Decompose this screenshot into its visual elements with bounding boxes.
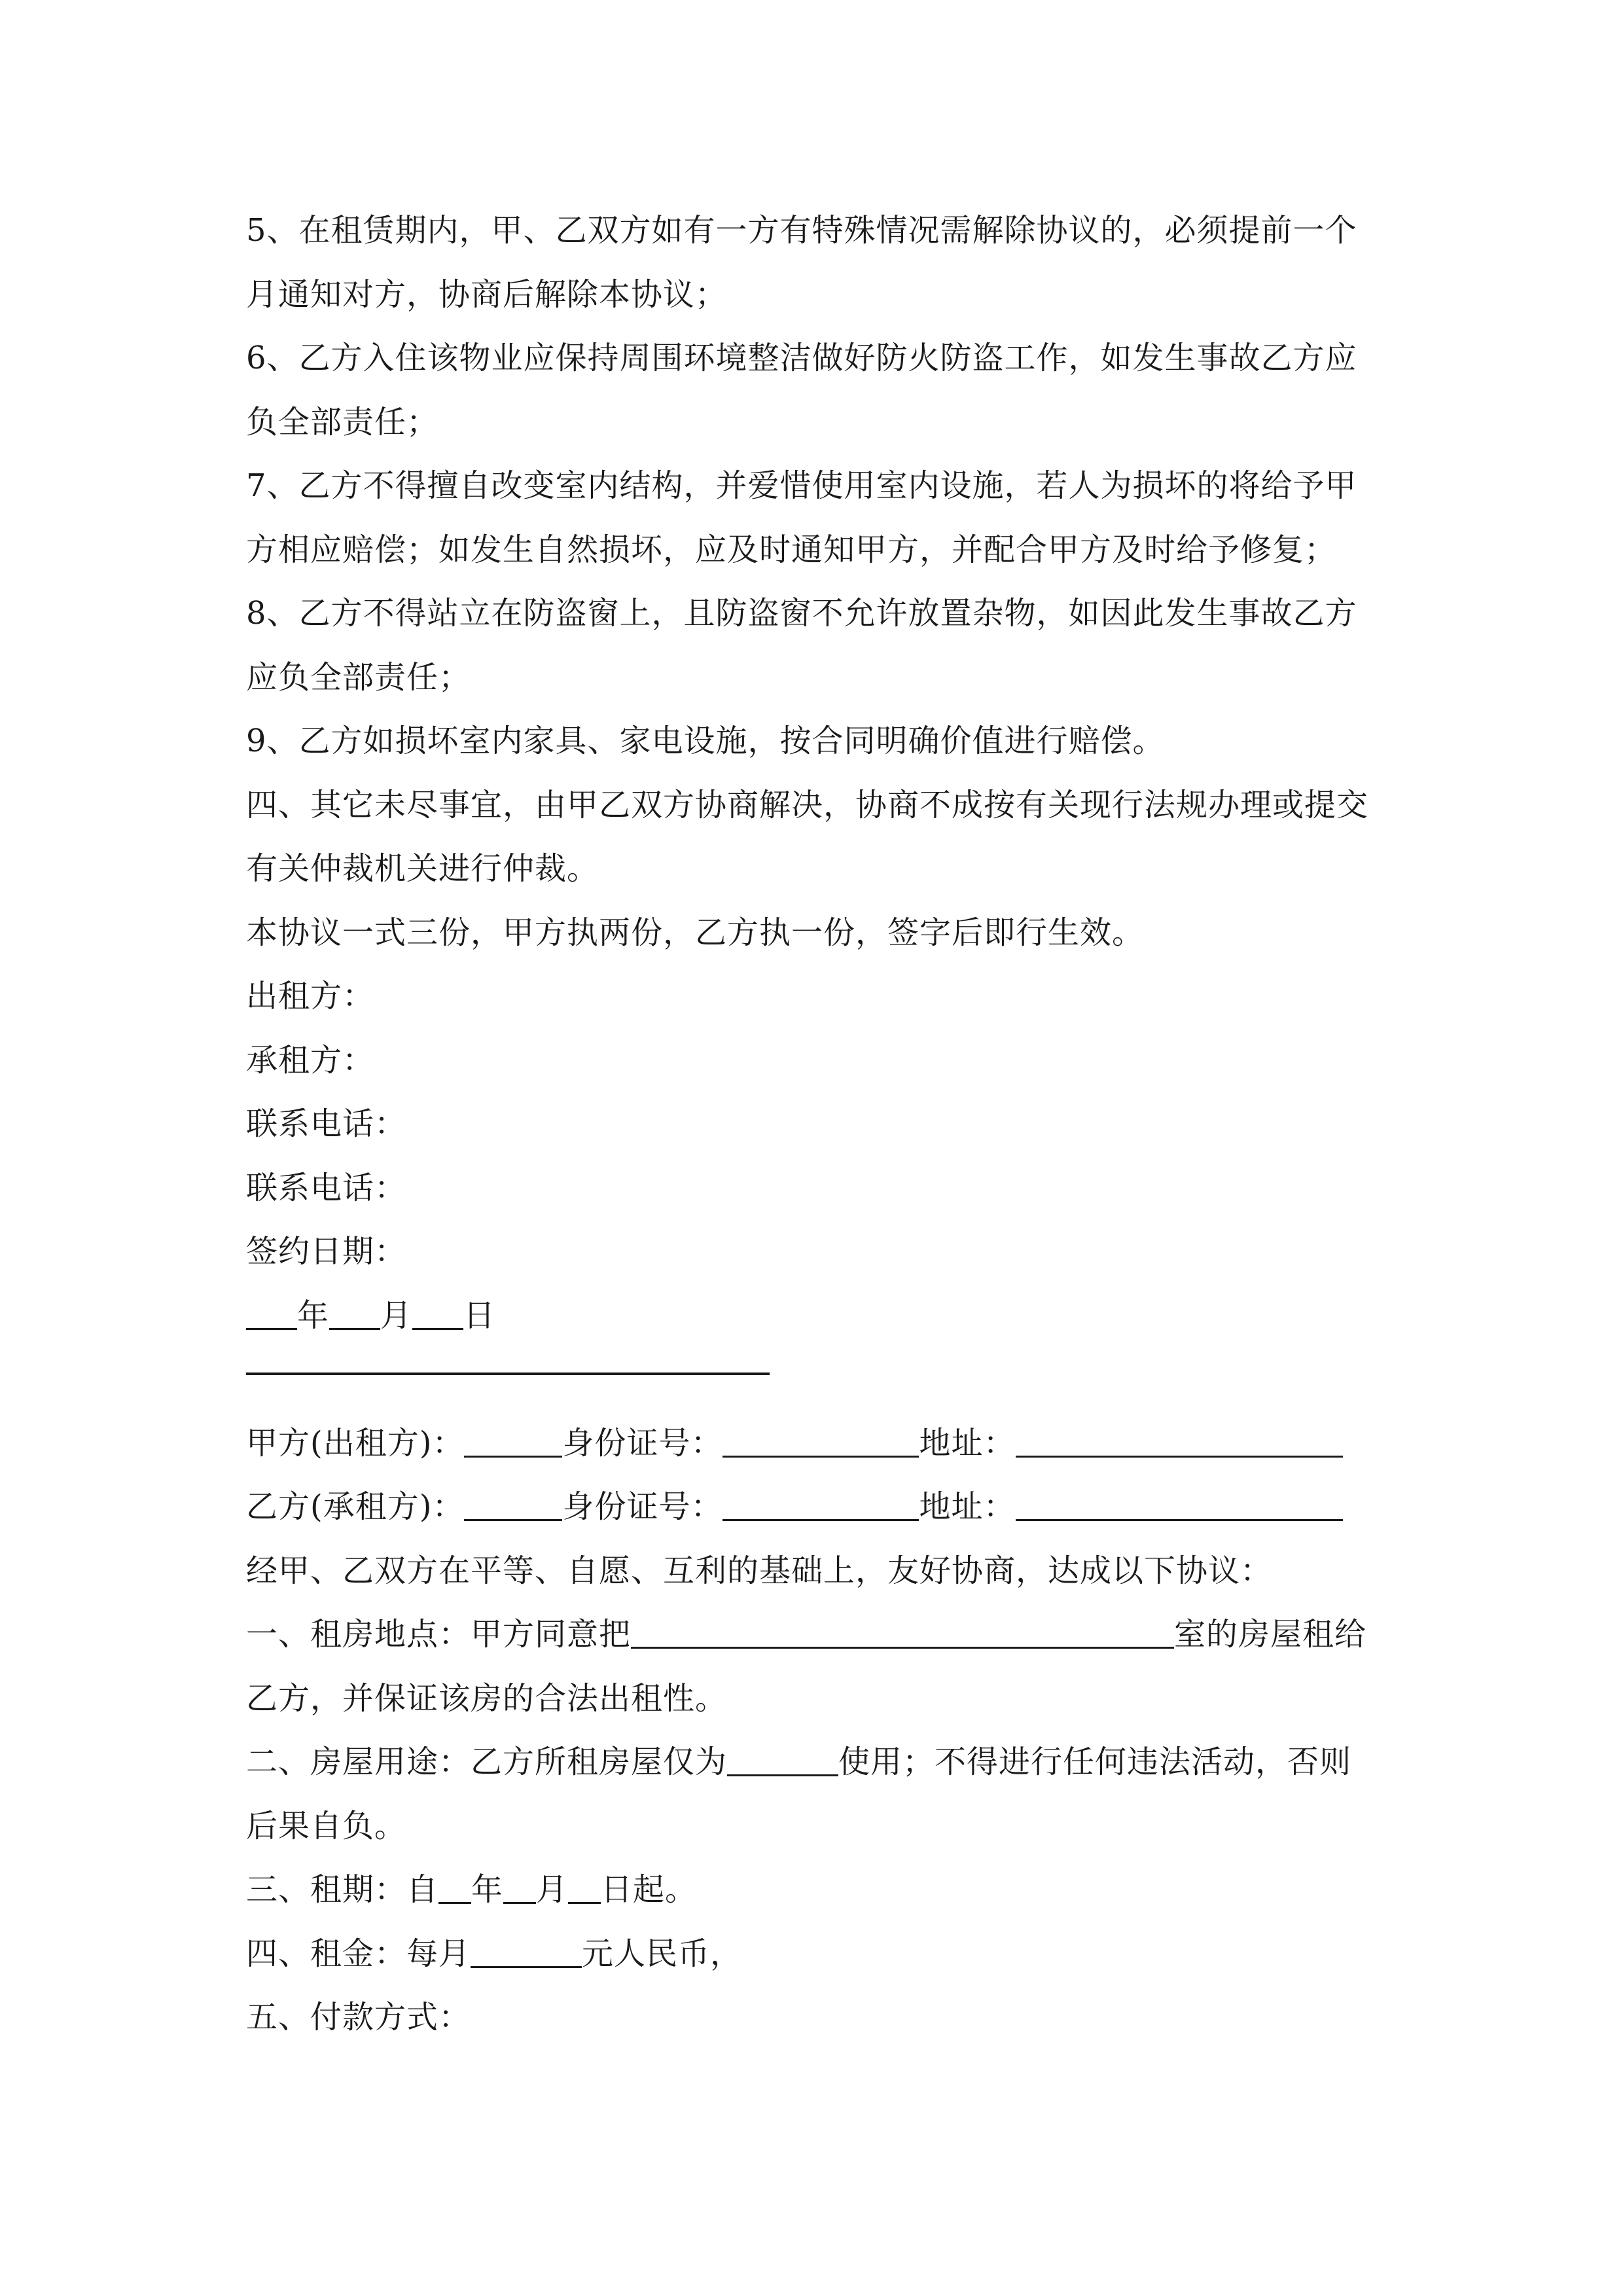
- separator-row: [246, 1348, 1378, 1412]
- clause-four-prefix: 四、租金：每月: [246, 1935, 471, 1972]
- month-blank[interactable]: [329, 1294, 380, 1330]
- party-a-row: [246, 1412, 1378, 1476]
- year-label: 年: [297, 1297, 330, 1334]
- lease-year-blank[interactable]: [438, 1868, 471, 1904]
- usage-blank[interactable]: [727, 1740, 838, 1776]
- copies-statement: 本协议一式三份，甲方执两份，乙方执一份，签字后即行生效。: [246, 914, 1145, 951]
- clause-one-line-2: 乙方，并保证该房的合法出租性。: [246, 1679, 728, 1717]
- party-b-address-label: 地址：: [919, 1488, 1016, 1525]
- day-label: 日: [463, 1297, 496, 1334]
- party-a-name-blank[interactable]: [464, 1422, 562, 1458]
- lease-day-label: 日起。: [601, 1871, 698, 1908]
- section-separator: [246, 1372, 770, 1375]
- phone-label-2: 联系电话：: [246, 1169, 407, 1206]
- lease-day-blank[interactable]: [568, 1868, 601, 1904]
- clause-two-line-1: [246, 1731, 1378, 1795]
- clause-9-line-1: 9、乙方如损坏室内家具、家电设施，按合同明确价值进行赔偿。: [246, 723, 1165, 759]
- clause-two-line-2: 后果自负。: [246, 1807, 407, 1844]
- clause-one-suffix: 室的房屋租给: [1174, 1616, 1367, 1653]
- lease-month-label: 月: [536, 1871, 569, 1908]
- lease-month-blank[interactable]: [503, 1868, 536, 1904]
- sign-date-fields: [246, 1284, 1378, 1348]
- clause-one-prefix: 一、租房地点：甲方同意把: [246, 1616, 632, 1653]
- party-a-address-blank[interactable]: [1016, 1422, 1343, 1458]
- clause-6-line-2: 负全部责任；: [246, 403, 439, 440]
- clause-four-line-1: 四、其它未尽事宜，由甲乙双方协商解决，协商不成按有关现行法规办理或提交: [246, 786, 1369, 823]
- party-b-id-blank[interactable]: [722, 1485, 919, 1521]
- party-a-label: 甲方(出租方)：: [246, 1424, 465, 1462]
- rental-location-blank[interactable]: [631, 1613, 1174, 1649]
- clause-8-line-1: 8、乙方不得站立在防盗窗上，且防盗窗不允许放置杂物，如因此发生事故乙方: [246, 595, 1357, 632]
- party-a-id-label: 身份证号：: [562, 1424, 723, 1462]
- clause-8-line-2: 应负全部责任；: [246, 658, 471, 696]
- lease-year-label: 年: [471, 1871, 504, 1908]
- agreement-intro: 经甲、乙双方在平等、自愿、互利的基础上，友好协商，达成以下协议：: [246, 1552, 1273, 1589]
- phone-label-1: 联系电话：: [246, 1105, 407, 1142]
- clause-two-suffix: 使用；不得进行任何违法活动，否则: [838, 1744, 1352, 1780]
- clause-one-line-1: [246, 1603, 1378, 1667]
- clause-6-line-1: 6、乙方入住该物业应保持周围环境整洁做好防火防盗工作，如发生事故乙方应: [246, 340, 1357, 376]
- month-label: 月: [380, 1297, 413, 1334]
- document-body: [246, 199, 1378, 2050]
- party-b-name-blank[interactable]: [464, 1485, 562, 1521]
- clause-two-prefix: 二、房屋用途：乙方所租房屋仅为: [246, 1744, 728, 1780]
- lessee-label: 承租方：: [246, 1041, 375, 1079]
- clause-four-suffix: 元人民币，: [582, 1935, 743, 1972]
- clause-five-payment-line: 五、付款方式：: [246, 1999, 471, 2036]
- party-b-label: 乙方(承租方)：: [246, 1488, 465, 1525]
- clause-four-line-2: 有关仲裁机关进行仲裁。: [246, 850, 599, 887]
- party-b-id-label: 身份证号：: [562, 1488, 723, 1525]
- clause-5-line-1: 5、在租赁期内，甲、乙双方如有一方有特殊情况需解除协议的，必须提前一个: [246, 212, 1357, 249]
- party-a-address-label: 地址：: [919, 1424, 1016, 1462]
- clause-5-line-2: 月通知对方，协商后解除本协议；: [246, 276, 728, 313]
- sign-date-label: 签约日期：: [246, 1233, 407, 1270]
- clause-7-line-2: 方相应赔偿；如发生自然损坏，应及时通知甲方，并配合甲方及时给予修复；: [246, 531, 1337, 568]
- party-b-row: [246, 1475, 1378, 1539]
- monthly-rent-blank[interactable]: [471, 1932, 582, 1968]
- year-blank[interactable]: [246, 1294, 297, 1330]
- party-b-address-blank[interactable]: [1016, 1485, 1343, 1521]
- clause-three-line: [246, 1858, 1378, 1922]
- lessor-label: 出租方：: [246, 978, 375, 1014]
- clause-four-rent-line: [246, 1922, 1378, 1986]
- clause-7-line-1: 7、乙方不得擅自改变室内结构，并爱惜使用室内设施，若人为损坏的将给予甲: [246, 467, 1357, 504]
- party-a-id-blank[interactable]: [722, 1422, 919, 1458]
- day-blank[interactable]: [412, 1294, 463, 1330]
- clause-three-prefix: 三、租期：自: [246, 1871, 439, 1908]
